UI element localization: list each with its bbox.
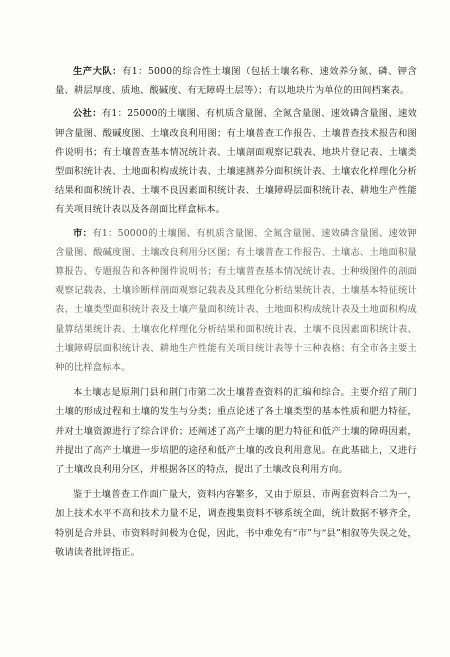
paragraph-city — [55, 224, 417, 378]
paragraph-text: 有1：25000的土壤图、有机质含量图、全氮含量图、速效磷含量图、速效钾含量图、酸碱度图、土壤改良利用图；有土壤普查工作报告、土壤普查技术报告和图件说明书；有土壤普查基本情况统计表、土壤剖面观察记载表、地块片登记表、土壤类型面积统计表、土地面积构成统计表、土壤速测养分面积统计表、土壤农化样理化分析结果和面积统计表、土壤不良因素面积统计表、土壤障碍层面积统计表、耕地生产性能有关项目统计表以及各剖面比样盒标本。 — [55, 108, 417, 216]
paragraph-text: 本土壤志是原荆门县和荆门市第二次土壤普查资料的汇编和综合。主要介绍了荆门土壤的形成过程和土壤的发生与分类；重点论述了各土壤类型的基本性质和肥力特征，并对土壤资源进行了综合评价；还阐述了高产土壤的肥力特征和低产土壤的障碍因素，并提出了高产土壤进一步培肥的途径和低产土壤的改良利用意见。在此基础上，又进行了土壤改良利用分区，并根据各区的特点，提出了土壤改良利用方向。 — [55, 387, 417, 476]
document-body — [55, 62, 417, 562]
paragraph-disclaimer — [55, 485, 417, 562]
paragraph-brigade — [55, 62, 417, 100]
paragraph-lead: 市： — [73, 227, 93, 239]
paragraph-text: 鉴于土壤普查工作面广量大，资料内容繁多，又由于原县、市两套资料合二为一，加上技术水平不高和技术力量不足，调查搜集资料不够系统全面，统计数据不够齐全，特别是合并县、市资料时间极为仓促，因此，书中难免有“市”与“县”相叙等失误之处，敬请读者批评指正。 — [55, 489, 417, 558]
paragraph-summary — [55, 383, 417, 479]
paragraph-text: 有1：5000的综合性土壤图（包括土壤名称、速效养分氮、磷、钾含量、耕层厚度、质地、酸碱度、有无障碍土层等）；有以地块片为单位的田间档案表。 — [55, 66, 417, 97]
paragraph-commune — [55, 104, 417, 219]
paragraph-lead: 生产大队： — [73, 66, 122, 77]
paragraph-lead: 公社： — [73, 108, 102, 120]
paragraph-text: 有1：50000的土壤图、有机质含量图、全氮含量图、速效磷含量图、速效钾含量图、酸碱度图、土壤改良利用分区图；有土壤普查工作报告、土壤志、土地面积量算报告、专题报告和各种图件说明书；有土壤普查基本情况统计表、土种级图件的剖面观察记载表、土壤诊断样剖面观察记载表及其理化分析结果统计表、土壤基本特征统计表、土壤类型面积统计表及土壤产量面积统计表、土地面积构成统计表及土地面积构成量算结果统计表、土壤农化样理化分析结果和面积统计表、土壤不良因素面积统计表、土壤障碍层面积统计表、耕地生产性能有关项目统计表等十三种表格；有全市各主要土种的比样盒标本。 — [55, 227, 417, 374]
